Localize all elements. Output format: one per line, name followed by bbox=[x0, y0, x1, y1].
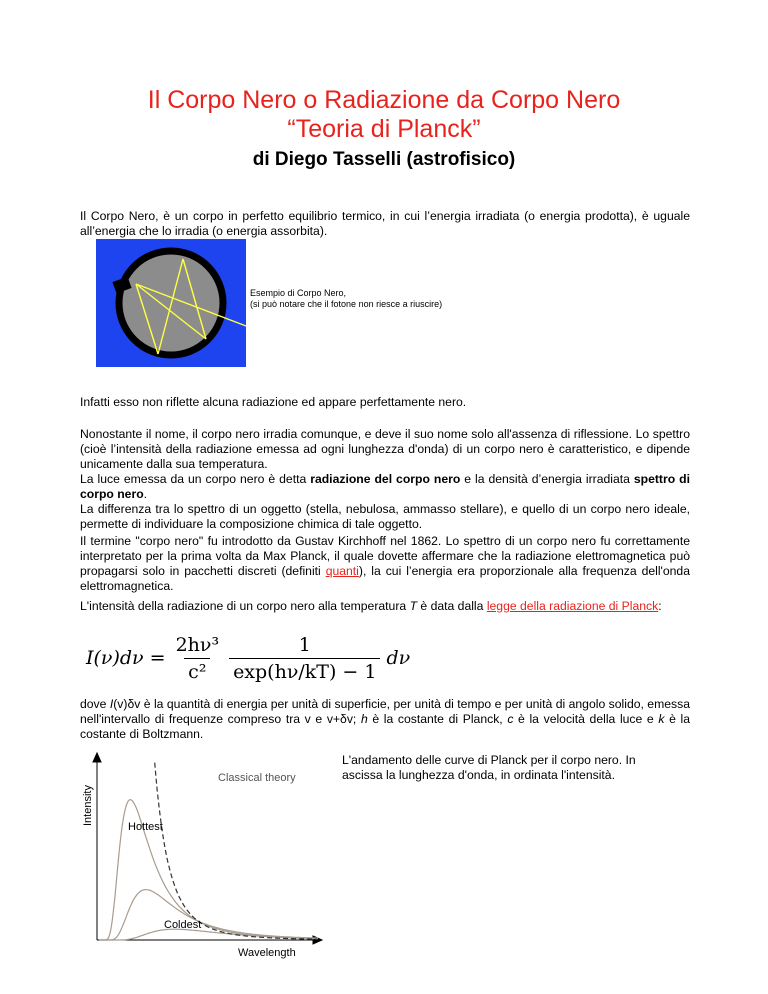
x-axis-label: Wavelength bbox=[238, 947, 296, 959]
equation-denominator-2: exp(hν/kT) − 1 bbox=[229, 658, 380, 683]
y-axis-label: Intensity bbox=[82, 785, 94, 826]
ray-extension bbox=[230, 300, 480, 340]
intro-paragraph bbox=[80, 209, 690, 239]
quanti-link[interactable]: quanti bbox=[325, 564, 359, 578]
caption-line-1: Esempio di Corpo Nero, bbox=[250, 288, 347, 298]
equation-tail: dν bbox=[386, 647, 411, 669]
curve-classical-theory bbox=[155, 763, 317, 940]
text-fragment: : bbox=[658, 599, 662, 613]
author-line: di Diego Tasselli (astrofisico) bbox=[252, 149, 516, 170]
italic-variable: h bbox=[360, 712, 368, 726]
page-subtitle: “Teoria di Planck” bbox=[287, 115, 481, 143]
planck-equation bbox=[86, 628, 410, 688]
paragraph-history bbox=[80, 534, 690, 594]
italic-variable: T bbox=[409, 599, 418, 613]
text-fragment: dove bbox=[80, 697, 110, 711]
bold-term: radiazione del corpo nero bbox=[310, 472, 461, 486]
equation-fraction-2 bbox=[229, 634, 380, 683]
classical-theory-label: Classical theory bbox=[218, 772, 296, 784]
paragraph-reflection bbox=[80, 395, 690, 410]
history-text bbox=[80, 534, 690, 594]
bold-term: spettro di corpo nero bbox=[80, 472, 690, 501]
text-fragment: Il termine "corpo nero" fu introdotto da Gustav Kirchhoff nel 1862. Lo spettro di un corpo nero fu correttamente interpretato per la prima volta da Max Planck, il quale dovette affermare che la radiazione elettromagnetica può propagarsi solo in pacchetti discreti (definiti bbox=[80, 534, 690, 578]
hottest-label: Hottest bbox=[128, 821, 163, 833]
text-fragment: . bbox=[143, 487, 148, 501]
planck-law-link[interactable]: legge della radiazione di Planck bbox=[486, 599, 659, 613]
equation-denominator-1: c² bbox=[184, 658, 210, 683]
definitions-text bbox=[80, 697, 690, 742]
coldest-label: Coldest bbox=[164, 919, 202, 931]
equation-lhs: I(ν)dν = bbox=[86, 647, 166, 669]
text-fragment: (v)δv è la quantità di energia per unità di superficie, per unità di tempo e per unità di angolo solido, emessa nell'intervallo di frequenze compreso tra v e v+δv; bbox=[80, 697, 690, 726]
planck-curves-chart bbox=[78, 752, 330, 962]
black-body-diagram bbox=[96, 239, 246, 367]
equation-fraction-1 bbox=[172, 634, 224, 683]
italic-variable: k bbox=[658, 712, 665, 726]
spectrum-sentence-2 bbox=[80, 472, 690, 502]
text-fragment: è la velocità della luce e bbox=[513, 712, 659, 726]
paragraph-reflection-text: Infatti esso non riflette alcuna radiazione ed appare perfettamente nero. bbox=[80, 395, 467, 409]
caption-line-2: (si può notare che il fotone non riesce a riuscire) bbox=[250, 299, 443, 309]
text-fragment: L'intensità della radiazione di un corpo nero alla temperatura bbox=[80, 599, 410, 613]
black-body-figure bbox=[96, 239, 246, 367]
equation-numerator-2: 1 bbox=[298, 633, 311, 656]
chart-curves bbox=[99, 763, 318, 940]
text-fragment: La luce emessa da un corpo nero è detta bbox=[80, 472, 311, 486]
x-axis-arrow bbox=[313, 936, 322, 944]
text-fragment: è data dalla bbox=[417, 599, 487, 613]
text-fragment: è la costante di Boltzmann. bbox=[80, 712, 690, 741]
paragraph-planck-law bbox=[80, 599, 690, 614]
italic-variable: I bbox=[109, 697, 114, 711]
text-fragment: e la densità d’energia irradiata bbox=[460, 472, 634, 486]
paragraph-definitions bbox=[80, 697, 690, 742]
planck-law-intro bbox=[80, 599, 690, 614]
spectrum-sentence-3: La differenza tra lo spettro di un oggetto (stella, nebulosa, ammasso stellare), e quello di un corpo nero ideale, permette di individuare la composizione chimica di tale oggetto. bbox=[80, 502, 690, 531]
italic-variable: c bbox=[507, 712, 514, 726]
text-fragment: è la costante di Planck, bbox=[367, 712, 508, 726]
planck-curves-caption: L'andamento delle curve di Planck per il corpo nero. In ascissa la lunghezza d'onda, in ordinata l'intensità. bbox=[342, 753, 636, 782]
page-title: Il Corpo Nero o Radiazione da Corpo Nero bbox=[147, 86, 621, 114]
paragraph-spectrum bbox=[80, 427, 690, 532]
spectrum-sentence-1: Nonostante il nome, il corpo nero irradia comunque, e deve il suo nome solo all'assenza di riflessione. Lo spettro (cioè l’intensità della radiazione emessa ad ogni lunghezza d'onda) di un corpo nero è caratteristico, e dipende unicamente dalla sua temperatura. bbox=[80, 427, 690, 471]
text-fragment: ), la cui l’energia era proporzionale alla frequenza dell'onda elettromagnetica. bbox=[80, 564, 690, 593]
y-axis-arrow bbox=[93, 753, 101, 762]
intro-text: Il Corpo Nero, è un corpo in perfetto equilibrio termico, in cui l’energia irradiata (o energia prodotta), è uguale all’energia che lo irradia (o energia assorbita). bbox=[80, 209, 690, 238]
equation-numerator-1: 2hν³ bbox=[175, 633, 220, 656]
